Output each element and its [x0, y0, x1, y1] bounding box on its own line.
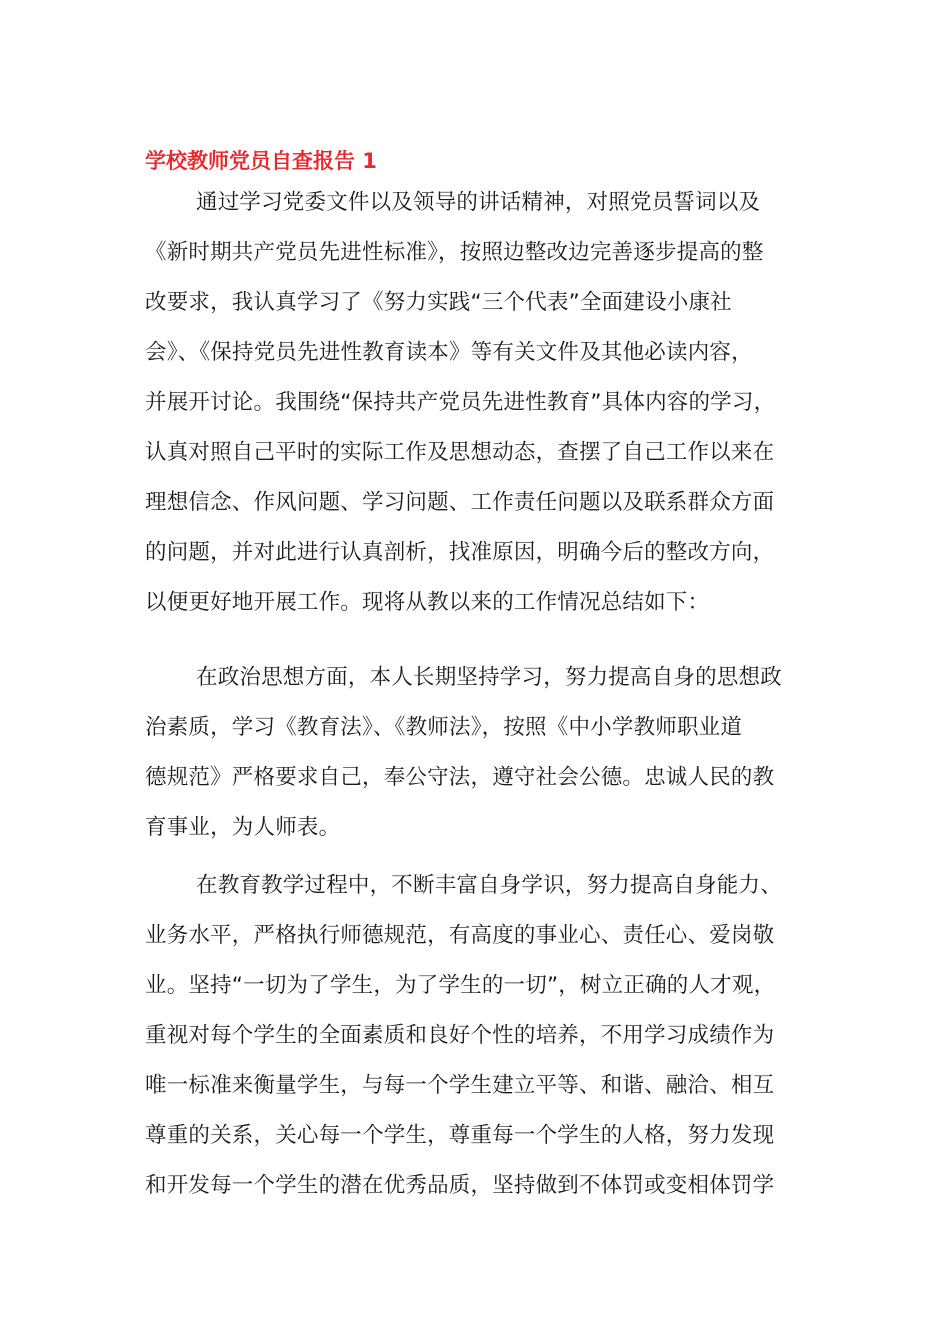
paragraph-1-line: 并展开讨论。我围绕“保持共产党员先进性教育”具体内容的学习，	[145, 390, 776, 415]
paragraph-2-line: 在政治思想方面，本人长期坚持学习，努力提高自身的思想政	[196, 665, 782, 690]
paragraph-3-line: 和开发每一个学生的潜在优秀品质，坚持做到不体罚或变相体罚学	[145, 1173, 775, 1198]
paragraph-1-line: 理想信念、作风问题、学习问题、工作责任问题以及联系群众方面	[145, 490, 775, 515]
paragraph-1-line: 《新时期共产党员先进性标准》，按照边整改边完善逐步提高的整	[145, 240, 764, 265]
paragraph-3-line: 在教育教学过程中，不断丰富自身学识，努力提高自身能力、	[196, 873, 782, 898]
paragraph-1-line: 改要求，我认真学习了《努力实践“三个代表”全面建设小康社	[145, 290, 732, 315]
paragraph-1-line: 的问题，并对此进行认真剖析，找准原因，明确今后的整改方向，	[145, 540, 775, 565]
paragraph-2-line: 育事业，为人师表。	[145, 815, 341, 840]
paragraph-2-line: 治素质，学习《教育法》、《教师法》，按照《中小学教师职业道	[145, 715, 743, 740]
paragraph-3-line: 重视对每个学生的全面素质和良好个性的培养，不用学习成绩作为	[145, 1023, 775, 1048]
paragraph-3-line: 业。坚持“一切为了学生，为了学生的一切”，树立正确的人才观，	[145, 973, 776, 998]
paragraph-1-line: 会》、《保持党员先进性教育读本》等有关文件及其他必读内容，	[145, 340, 753, 365]
paragraph-3-line: 业务水平，严格执行师德规范，有高度的事业心、责任心、爱岗敬	[145, 923, 775, 948]
paragraph-1-line: 通过学习党委文件以及领导的讲话精神，对照党员誓词以及	[196, 190, 761, 215]
paragraph-1-line: 认真对照自己平时的实际工作及思想动态，查摆了自己工作以来在	[145, 440, 775, 465]
paragraph-3-line: 唯一标准来衡量学生，与每一个学生建立平等、和谐、融洽、相互	[145, 1073, 775, 1098]
paragraph-3-line: 尊重的关系，关心每一个学生，尊重每一个学生的人格，努力发现	[145, 1123, 775, 1148]
document-title: 学校教师党员自查报告 1	[145, 149, 377, 173]
paragraph-1-line: 以便更好地开展工作。现将从教以来的工作情况总结如下：	[145, 590, 710, 615]
paragraph-2-line: 德规范》严格要求自己，奉公守法，遵守社会公德。忠诚人民的教	[145, 765, 775, 790]
